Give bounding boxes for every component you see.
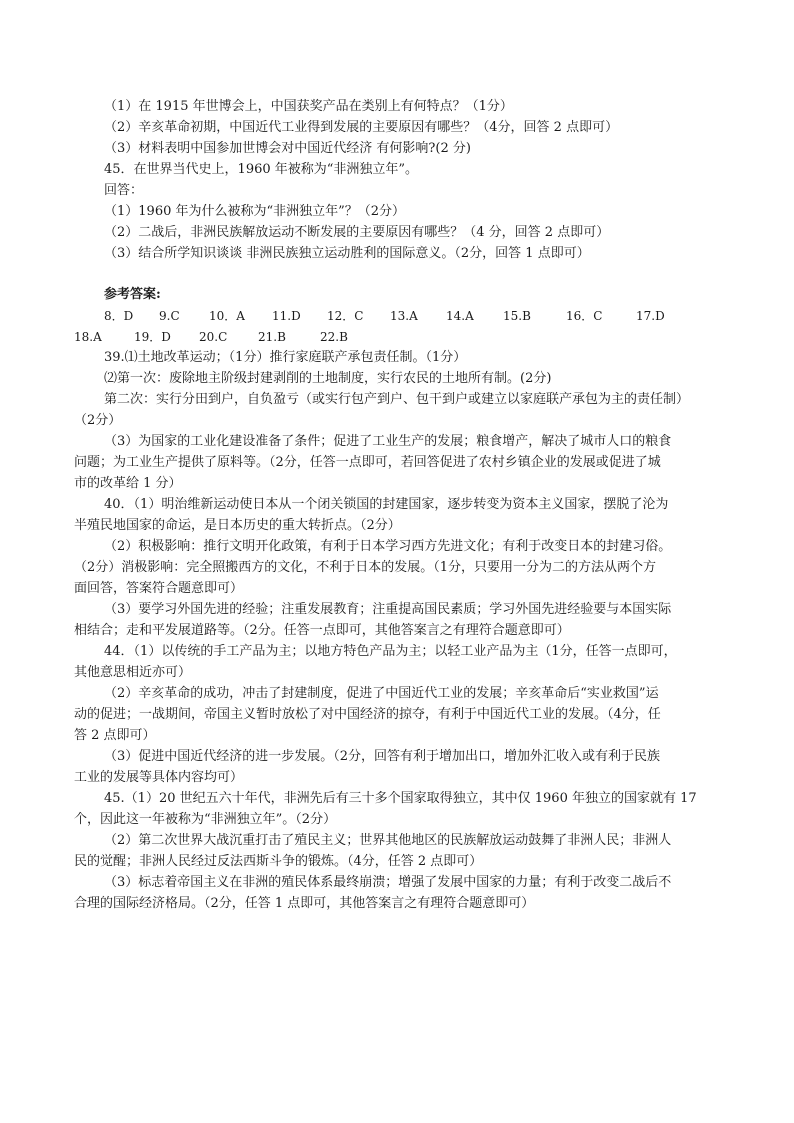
mc-answer: 10．A [209,309,245,323]
answer-line: （2）辛亥革命的成功，冲击了封建制度，促进了中国近代工业的发展；辛亥革命后“实业救国”运 [104,686,659,701]
answer-line: 问题；为工业生产提供了原料等。（2分，任答一点即可，若回答促进了农村乡镇企业的发展或促进了城 [74,455,661,470]
q45-sub-1: （1）1960 年为什么被称为“非洲独立年”？（2分） [104,204,406,219]
q44-sub-3: （3）材料表明中国参加世博会对中国近代经济 有何影响?(2 分) [104,141,471,156]
mc-answer: 15.B [503,309,531,323]
answer-line: 工业的发展等具体内容均可） [74,770,244,785]
mc-answer: 20.C [199,330,228,344]
answer-line: 市的改革给 1 分） [74,476,182,491]
answer-line: （3）为国家的工业化建设准备了条件；促进了工业生产的发展；粮食增产，解决了城市人口的粮食 [104,434,672,449]
q44-sub-1: （1）在 1915 年世博会上，中国获奖产品在类别上有何特点？（1分） [104,99,513,114]
mc-answer: 13.A [390,309,418,323]
q45-answer-label: 回答： [104,183,144,198]
q45-sub-3: （3）结合所学知识谈谈 非洲民族独立运动胜利的国际意义。（2分，回答 1 点即可） [104,246,590,261]
answer-line: 半殖民地国家的命运，是日本历史的重大转折点。（2分） [74,518,401,533]
mc-answer: 18.A [74,330,102,344]
mc-answer: 14.A [446,309,474,323]
answer-line: ⑵第一次：废除地主阶级封建剥削的土地制度，实行农民的土地所有制。(2分) [104,371,552,386]
mc-answer: 22.B [320,330,348,344]
answer-line: 40．（1）明治维新运动使日本从一个闭关锁国的封建国家，逐步转变为资本主义国家，摆脱了沦为 [104,497,669,512]
mc-answer: 11.D [272,309,301,323]
answer-line: 合理的国际经济格局。（2分，任答 1 点即可，其他答案言之有理符合题意即可） [74,896,535,911]
mc-answer: 8．D [104,309,134,323]
answer-line: 44．（1）以传统的手工产品为主；以地方特色产品为主；以轻工业产品为主（1分，任答一点即可， [104,644,677,659]
answers-heading: 参考答案: [104,287,161,302]
answer-line: （3）标志着帝国主义在非洲的殖民体系最终崩溃；增强了发展中国家的力量；有利于改变二战后不 [104,875,672,890]
q44-sub-2: （2）辛亥革命初期，中国近代工业得到发展的主要原因有哪些？（4分，回答 2 点即可） [104,120,619,135]
answer-line: 答 2 点即可） [74,728,156,743]
mc-answer: 12．C [327,309,364,323]
answer-line: 39.⑴土地改革运动；（1分）推行家庭联产承包责任制。（1分） [104,350,467,365]
answer-line: （2分）消极影响：完全照搬西方的文化，不利于日本的发展。（1分，只要用一分为二的方法从两个方 [74,560,657,575]
answer-line: （3）促进中国近代经济的进一步发展。（2分，回答有利于增加出口，增加外汇收入或有利于民族 [104,749,661,764]
answer-line: 45.（1）20 世纪五六十年代，非洲先后有三十多个国家取得独立，其中仅 1960 年独立的国家就有 17 [104,791,697,806]
answer-line: 面回答，答案符合题意即可） [74,581,244,596]
answer-line: 第二次：实行分田到户，自负盈亏（或实行包产到户、包干到户或建立以家庭联产承包为主的责任制） [104,392,690,407]
q45-stem: 45．在世界当代史上，1960 年被称为“非洲独立年”。 [104,162,419,177]
answer-line: 动的促进；一战期间，帝国主义暂时放松了对中国经济的掠夺，有利于中国近代工业的发展。（4分，任 [74,707,661,722]
answer-line: 个，因此这一年被称为“非洲独立年”。（2分） [74,812,337,827]
mc-answer: 9.C [159,309,180,323]
answer-line: （2）第二次世界大战沉重打击了殖民主义；世界其他地区的民族解放运动鼓舞了非洲人民；非洲人 [104,833,672,848]
q45-sub-2: （2）二战后，非洲民族解放运动不断发展的主要原因有哪些？（4 分，回答 2 点即可） [104,225,610,240]
answer-line: （3）要学习外国先进的经验；注重发展教育；注重提高国民素质；学习外国先进经验要与本国实际 [104,602,672,617]
mc-answer: 17.D [636,309,665,323]
mc-answer: 19．D [134,330,171,344]
answer-line: （2分） [74,413,122,428]
answer-line: 其他意思相近亦可） [74,665,192,680]
answer-line: （2）积极影响：推行文明开化政策，有利于日本学习西方先进文化；有利于改变日本的封建习俗。 [104,539,672,554]
answer-line: 相结合；走和平发展道路等。（2分。任答一点即可，其他答案言之有理符合题意即可） [74,623,570,638]
answer-line: 民的觉醒；非洲人民经过反法西斯斗争的锻炼。（4分，任答 2 点即可） [74,854,483,869]
mc-answer: 21.B [258,330,286,344]
mc-answer: 16．C [566,309,603,323]
